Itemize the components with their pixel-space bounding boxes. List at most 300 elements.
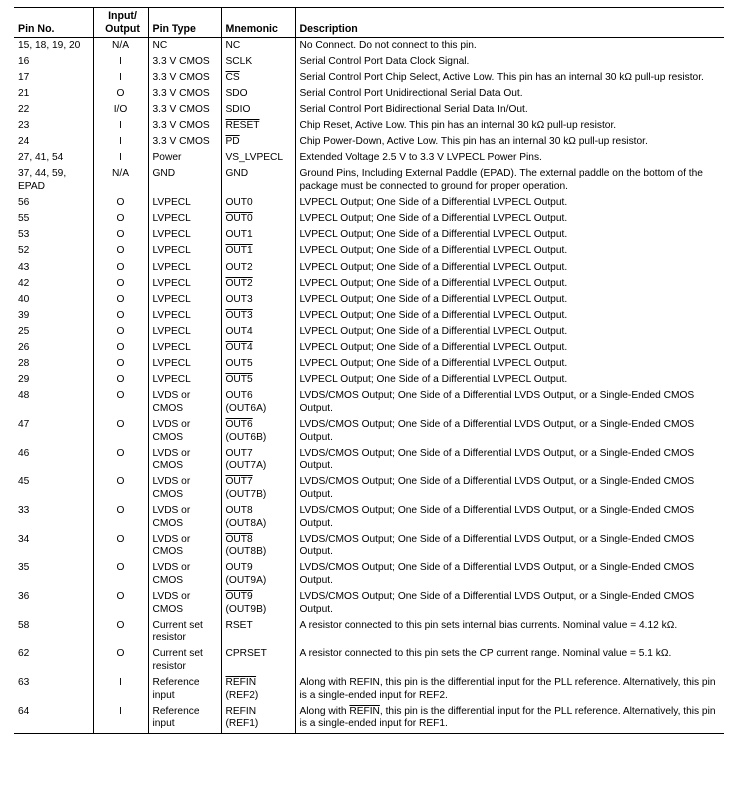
pin-type: LVDS or CMOS [152,418,191,443]
mnemonic: OUT0 [225,197,253,209]
description: Extended Voltage 2.5 V to 3.3 V LVPECL Power Pins. [299,152,542,164]
io-cell [93,244,148,260]
io-cell [93,373,148,389]
pin-type: 3.3 V CMOS [152,55,210,67]
mnemonic: OUT4 [225,341,253,353]
description: A resistor connected to this pin sets the CP current range. Nominal value = 5.1 kΩ. [299,648,672,660]
io-cell [93,504,148,533]
description: LVPECL Output; One Side of a Differential LVPECL Output. [299,374,568,386]
io-cell [93,70,148,86]
header-mnemonic: Mnemonic [221,8,295,38]
header-input-output [93,8,148,38]
io-direction: O [116,476,125,488]
pin-number-cell [14,475,93,504]
description: Along with [299,705,350,717]
description-cell [295,119,724,135]
mnemonic: RSET [225,619,253,631]
mnemonic-cell [221,590,295,619]
pin-type: LVDS or CMOS [152,533,191,558]
description: LVDS/CMOS Output; One Side of a Differential LVDS Output, or a Single-Ended CMOS Output. [299,562,695,586]
pin-type: LVPECL [152,197,191,209]
pin-number-cell [14,532,93,561]
description-cell [295,103,724,119]
description: LVDS/CMOS Output; One Side of a Differential LVDS Output, or a Single-Ended CMOS Output. [299,447,695,472]
table-row [14,38,724,55]
io-direction: O [116,358,125,370]
table-row [14,324,724,340]
mnemonic-cell [221,308,295,324]
description-cell [295,373,724,389]
io-direction: O [116,309,125,321]
description-cell [295,151,724,167]
table-row [14,119,724,135]
mnemonic: REFIN [225,705,257,717]
pin-type-cell [148,276,221,292]
pin-type-cell [148,324,221,340]
pin-type-cell [148,151,221,167]
header-row [14,8,724,38]
mnemonic: OUT8 [225,533,253,545]
header-io-line1: Input/ [108,10,137,22]
pin-type-cell [148,417,221,446]
pin-type-cell [148,135,221,151]
table-row [14,704,724,733]
description: LVDS/CMOS Output; One Side of a Differential LVDS Output, or a Single-Ended CMOS Output. [299,533,695,558]
pin-number-cell [14,38,93,55]
pin-type: Reference input [152,705,200,730]
io-cell [93,676,148,705]
mnemonic: VS_LVPECL [225,152,284,164]
io-cell [93,135,148,151]
pin-type-cell [148,260,221,276]
pin-type-cell [148,446,221,475]
description-cell [295,357,724,373]
io-direction: O [116,562,125,574]
io-direction: O [116,591,125,603]
io-cell [93,103,148,119]
description: LVPECL Output; One Side of a Differential LVPECL Output. [299,213,568,225]
mnemonic-cell [221,38,295,55]
mnemonic-cell [221,504,295,533]
io-direction: O [116,648,125,660]
pin-number-cell [14,70,93,86]
pin-number: 53 [18,229,30,241]
io-cell [93,561,148,590]
description-cell [295,590,724,619]
description: LVPECL Output; One Side of a Differential LVPECL Output. [299,341,568,353]
mnemonic-cell [221,475,295,504]
table-row [14,357,724,373]
pin-type: LVPECL [152,293,191,305]
pin-number-cell [14,618,93,647]
io-direction: O [116,213,125,225]
pin-type: Current set resistor [152,648,203,673]
pin-type-cell [148,704,221,733]
io-cell [93,276,148,292]
table-row [14,260,724,276]
pin-number-cell [14,167,93,196]
mnemonic-cell [221,389,295,418]
table-row [14,228,724,244]
pin-number: 40 [18,293,30,305]
pin-type-cell [148,475,221,504]
pin-number-cell [14,324,93,340]
description: LVPECL Output; One Side of a Differential LVPECL Output. [299,293,568,305]
pin-number-cell [14,417,93,446]
table-row [14,292,724,308]
pin-number-cell [14,308,93,324]
table-row [14,676,724,705]
io-cell [93,357,148,373]
mnemonic-alt: (OUT8A) [225,517,267,529]
mnemonic-cell [221,276,295,292]
description: LVPECL Output; One Side of a Differential LVPECL Output. [299,277,568,289]
table-body [14,38,724,734]
pin-type: NC [152,39,168,51]
description-cell [295,389,724,418]
pin-type: 3.3 V CMOS [152,71,210,83]
pin-number: 17 [18,71,30,83]
mnemonic: OUT9 [225,562,253,574]
pin-type-cell [148,70,221,86]
description: Ground Pins, Including External Paddle (EPAD). The external paddle on the bottom of the package must be connected to ground for proper operation. [299,168,703,193]
description: Serial Control Port Chip Select, Active Low. This pin has an internal 30 kΩ pull-up resistor. [299,71,704,83]
mnemonic: SDIO [225,104,251,116]
description-cell [295,647,724,676]
mnemonic-cell [221,70,295,86]
table-row [14,590,724,619]
description: LVDS/CMOS Output; One Side of a Differential LVDS Output, or a Single-Ended CMOS Output. [299,476,695,500]
description-cell [295,532,724,561]
pin-type: LVPECL [152,358,191,370]
pin-type-cell [148,532,221,561]
mnemonic: OUT0 [225,213,253,225]
table-row [14,135,724,151]
pin-number: 36 [18,591,30,603]
table-row [14,373,724,389]
pin-type: 3.3 V CMOS [152,87,210,99]
pin-type-cell [148,228,221,244]
io-direction: N/A [112,168,129,180]
pin-number-cell [14,212,93,228]
pin-type: LVDS or CMOS [152,476,191,500]
mnemonic: OUT3 [225,293,253,305]
header-description: Description [295,8,724,38]
io-cell [93,308,148,324]
mnemonic-cell [221,704,295,733]
pin-type: LVPECL [152,309,191,321]
io-direction: I [119,136,122,148]
pin-number-cell [14,244,93,260]
description-cell [295,135,724,151]
pin-type-cell [148,196,221,212]
description: LVPECL Output; One Side of a Differential LVPECL Output. [299,197,568,209]
description-cell [295,340,724,356]
pin-type: LVPECL [152,277,191,289]
header-io-line2: Output [105,22,140,35]
pin-number-cell [14,373,93,389]
io-cell [93,475,148,504]
description-cell [295,212,724,228]
description: Along with REFIN, this pin is the differential input for the PLL reference. Alternatively, this pin is a single-ended input for REF2. [299,677,716,701]
pin-type-cell [148,504,221,533]
io-direction: O [116,261,125,273]
pin-number: 56 [18,197,30,209]
pin-number: 37, 44, 59, EPAD [18,168,67,193]
mnemonic-cell [221,340,295,356]
pin-type: LVPECL [152,245,191,257]
table-row [14,244,724,260]
pin-number: 23 [18,120,30,132]
pin-number: 46 [18,447,30,459]
description: A resistor connected to this pin sets internal bias currents. Nominal value = 4.12 kΩ. [299,619,678,631]
io-direction: I [119,120,122,132]
pin-number-cell [14,86,93,102]
pin-number-cell [14,340,93,356]
pin-number: 39 [18,309,30,321]
description: LVDS/CMOS Output; One Side of a Differential LVDS Output, or a Single-Ended CMOS Output. [299,390,695,414]
mnemonic-cell [221,151,295,167]
io-direction: O [116,418,125,430]
table-row [14,504,724,533]
table-row [14,167,724,196]
pin-type: LVPECL [152,325,191,337]
pin-type-cell [148,103,221,119]
description: Serial Control Port Data Clock Signal. [299,55,470,67]
pin-number-cell [14,590,93,619]
mnemonic-alt: (REF1) [225,718,259,730]
pin-number: 22 [18,104,30,116]
pin-number-cell [14,504,93,533]
description: No Connect. Do not connect to this pin. [299,39,477,51]
pin-number: 24 [18,136,30,148]
pin-type-cell [148,647,221,676]
io-cell [93,196,148,212]
pin-type: LVPECL [152,261,191,273]
pin-number: 47 [18,418,30,430]
mnemonic: NC [225,39,241,51]
io-cell [93,417,148,446]
mnemonic: OUT1 [225,245,253,257]
pin-number-cell [14,151,93,167]
pin-type: LVDS or CMOS [152,562,191,586]
pin-type: 3.3 V CMOS [152,104,210,116]
io-direction: O [116,197,125,209]
description-cell [295,446,724,475]
pin-type-cell [148,54,221,70]
mnemonic: REFIN [225,677,257,689]
mnemonic-cell [221,167,295,196]
mnemonic-cell [221,196,295,212]
description-cell [295,167,724,196]
mnemonic: OUT3 [225,309,253,321]
table-row [14,196,724,212]
pin-number: 16 [18,55,30,67]
mnemonic: OUT9 [225,591,253,603]
pin-type: LVDS or CMOS [152,505,191,529]
io-cell [93,228,148,244]
pin-type-cell [148,86,221,102]
io-direction: I [119,71,122,83]
description: LVPECL Output; One Side of a Differential LVPECL Output. [299,261,568,273]
mnemonic-alt: (OUT9A) [225,574,267,586]
description-cell [295,228,724,244]
io-cell [93,340,148,356]
table-row [14,308,724,324]
mnemonic-cell [221,135,295,151]
pin-number-cell [14,647,93,676]
description-tail: , this pin is the differential input for the PLL reference. Alternatively, this pin is a single-ended input for REF1. [299,705,716,730]
table-row [14,417,724,446]
mnemonic-cell [221,676,295,705]
mnemonic-alt: (REF2) [225,689,259,701]
mnemonic-cell [221,119,295,135]
description: Serial Control Port Bidirectional Serial Data In/Out. [299,104,528,116]
header-pin-type: Pin Type [148,8,221,38]
pin-type-cell [148,119,221,135]
pin-type: LVDS or CMOS [152,390,191,414]
pin-type-cell [148,357,221,373]
io-cell [93,446,148,475]
pin-number: 33 [18,505,30,516]
pin-number: 35 [18,562,30,574]
pin-type: LVPECL [152,213,191,225]
description: Chip Reset, Active Low. This pin has an internal 30 kΩ pull-up resistor. [299,120,617,132]
io-cell [93,292,148,308]
mnemonic: GND [225,168,249,180]
pin-type-cell [148,590,221,619]
mnemonic-alt: (OUT9B) [225,603,267,615]
pin-number-cell [14,446,93,475]
mnemonic: $\overline{CS}$ [225,71,240,83]
mnemonic-alt: (OUT8B) [225,546,267,558]
mnemonic-cell [221,103,295,119]
pin-number: 28 [18,358,30,370]
io-cell [93,119,148,135]
description-cell [295,38,724,55]
mnemonic: OUT7 [225,476,253,488]
pin-number-cell [14,135,93,151]
pin-type: GND [152,168,176,180]
io-cell [93,704,148,733]
pin-type: 3.3 V CMOS [152,136,210,148]
pin-number: 26 [18,341,30,353]
table-row [14,212,724,228]
io-cell [93,324,148,340]
pin-type-cell [148,561,221,590]
mnemonic: OUT2 [225,261,253,273]
description-cell [295,561,724,590]
pin-number: 25 [18,325,30,337]
description-cell [295,308,724,324]
pin-type: Reference input [152,677,200,701]
mnemonic-cell [221,324,295,340]
description: LVDS/CMOS Output; One Side of a Differential LVDS Output, or a Single-Ended CMOS Output. [299,505,695,529]
pin-number-cell [14,561,93,590]
table-row [14,561,724,590]
pin-type: Current set resistor [152,619,203,644]
mnemonic-alt: (OUT7A) [225,460,267,472]
table-row [14,389,724,418]
io-cell [93,532,148,561]
mnemonic-cell [221,561,295,590]
mnemonic: $\overline{PD}$ [225,136,240,148]
io-cell [93,389,148,418]
pin-number: 21 [18,87,30,99]
pin-type: LVPECL [152,341,191,353]
table-row [14,103,724,119]
pin-function-table [14,7,724,734]
io-direction: O [116,293,125,305]
mnemonic-cell [221,446,295,475]
pin-number-cell [14,54,93,70]
pin-type: LVDS or CMOS [152,447,191,472]
description-cell [295,475,724,504]
table-row [14,276,724,292]
io-cell [93,647,148,676]
pin-type-cell [148,340,221,356]
pin-type: 3.3 V CMOS [152,120,210,132]
io-direction: N/A [112,39,129,51]
io-direction: O [116,229,125,241]
pin-type-cell [148,244,221,260]
io-direction: I [119,55,122,67]
mnemonic-cell [221,260,295,276]
pin-number: 55 [18,213,30,225]
description-cell [295,618,724,647]
mnemonic: OUT7 [225,447,253,459]
description-overline: REFIN [349,705,380,717]
io-direction: O [116,87,125,99]
mnemonic-cell [221,86,295,102]
pin-number: 45 [18,476,30,488]
pin-type-cell [148,618,221,647]
pin-number-cell [14,276,93,292]
pin-type-cell [148,308,221,324]
io-direction: I [119,705,122,717]
pin-number-cell [14,704,93,733]
io-direction: O [116,505,125,516]
io-direction: O [116,325,125,337]
table-row [14,618,724,647]
pin-type-cell [148,38,221,55]
description-cell [295,676,724,705]
pin-number: 42 [18,277,30,289]
description-cell [295,276,724,292]
description-cell [295,292,724,308]
io-direction: O [116,341,125,353]
pin-number-cell [14,196,93,212]
pin-type-cell [148,373,221,389]
description-cell [295,244,724,260]
description: Chip Power-Down, Active Low. This pin has an internal 30 kΩ pull-up resistor. [299,136,648,148]
pin-type: LVDS or CMOS [152,591,191,615]
table-row [14,647,724,676]
io-direction: I/O [113,104,128,116]
description-cell [295,54,724,70]
mnemonic-cell [221,244,295,260]
mnemonic-cell [221,618,295,647]
io-cell [93,54,148,70]
mnemonic-alt: (OUT7B) [225,488,267,500]
pin-type-cell [148,212,221,228]
io-direction: O [116,447,125,459]
pin-type-cell [148,676,221,705]
pin-function-table-wrapper [14,7,724,734]
mnemonic: OUT5 [225,374,253,386]
pin-number-cell [14,389,93,418]
description: LVPECL Output; One Side of a Differential LVPECL Output. [299,309,568,321]
